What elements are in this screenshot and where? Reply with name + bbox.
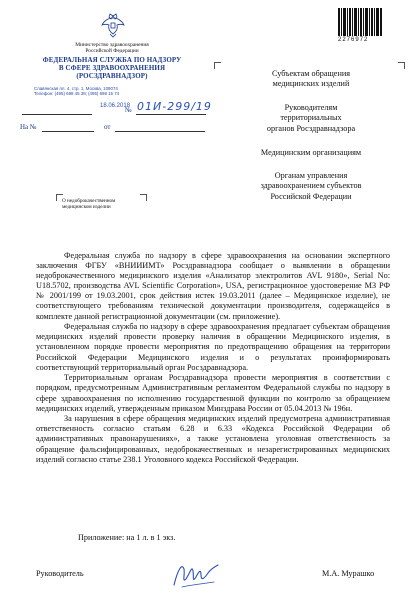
body-paragraph: За нарушения в сфере обращения медицинских изделий предусмотрена административная ответственность согласно статьям 6.28 и 6.33 «Кодекса Российской Федерации об административных правонарушениях», а также установлена уголовная ответственность за обращение фальсифицированных, недоброкачественных и незарегистрированных медицинских изделий согласно статье 238.1 Уголовного кодекса Российской Федерации. bbox=[36, 414, 390, 464]
reference-number-line bbox=[42, 131, 94, 132]
signatory-name: М.А. Мурашко bbox=[322, 569, 375, 578]
service-name: ФЕДЕРАЛЬНАЯ СЛУЖБА ПО НАДЗОРУ В СФЕРЕ ЗДРАВООХРАНЕНИЯ (РОСЗДРАВНАДЗОР) bbox=[42, 56, 182, 80]
reference-from-label: от bbox=[104, 123, 111, 131]
handwritten-signature bbox=[168, 555, 222, 591]
reference-label: На № bbox=[20, 123, 37, 131]
number-line bbox=[136, 114, 206, 115]
reference-date-line bbox=[115, 131, 205, 132]
date-line bbox=[22, 114, 92, 115]
ministry-name: Министерство здравоохранения Российской Федерации bbox=[75, 42, 149, 55]
corner-bracket bbox=[140, 194, 147, 201]
recipient-group: Руководителям территориальных органов Росздравнадзора bbox=[266, 103, 356, 133]
body-paragraph: Территориальным органам Росздравнадзора провести мероприятия в соответствии с порядком, предусмотренным Административным регламентом Федеральной службы по надзору в сфере здравоохранения по исполнению государственной функции по контролю за обращением медицинских изделий, утвержденным приказом Минздрава России от 05.04.2013 № 196н. bbox=[36, 373, 390, 413]
subject-note: О недоброкачественном медицинском изделии bbox=[62, 198, 116, 211]
date-stamp: 18.06.2018 bbox=[100, 103, 131, 109]
number-label: № bbox=[125, 106, 132, 114]
signatory-position: Руководитель bbox=[36, 569, 84, 578]
attachment-note: Приложение: на 1 л. в 1 экз. bbox=[78, 533, 176, 542]
recipient-group: Органам управления здравоохранением субъектов Российской Федерации bbox=[260, 171, 362, 201]
body-paragraph: Федеральная служба по надзору в сфере здравоохранения предлагает субъектам обращения медицинских изделий провести проверку наличия в обращении Медицинского изделия, в установленном порядке провести мероприятия по предотвращению обращения на территории Российской Федерации Медицинского изделия и о результатах проинформировать соответствующий территориальный орган Росздравнадзора. bbox=[36, 322, 390, 372]
letter-body bbox=[36, 251, 390, 465]
barcode-number: 2276972 bbox=[338, 37, 369, 43]
double-headed-eagle-emblem-icon bbox=[100, 12, 126, 38]
recipient-group: Субъектам обращения медицинских изделий bbox=[272, 69, 350, 89]
recipient-group: Медицинским организациям bbox=[260, 148, 362, 157]
corner-bracket bbox=[398, 62, 405, 69]
corner-bracket bbox=[214, 62, 221, 69]
outgoing-number: 01И-299/19 bbox=[137, 100, 212, 113]
address-block: Славянская пл. 4, стр. 1, Москва, 109074 Телефон: (495) 698 45 38; (495) 698 15 74 bbox=[34, 86, 120, 97]
body-paragraph: Федеральная служба по надзору в сфере здравоохранения на основании экспертного заключения ФГБУ «ВНИИИМТ» Росздравнадзора сообщает о выявлении в обращении недоброкачественного медицинского изделия «Анализатор электролитов AVL 9180», Serial No: U18.5702, производства AVL Scientific Corporation», USA, регистрационное удостоверение МЗ РФ № 2001/199 от 19.03.2001, срок действия истек 19.03.2011 (далее – Медицинское изделие), не соответствующего требованиям технической документации производителя, содержащейся в комплекте данной регистрационной документации (см. приложение). bbox=[36, 251, 390, 321]
barcode bbox=[338, 8, 382, 36]
